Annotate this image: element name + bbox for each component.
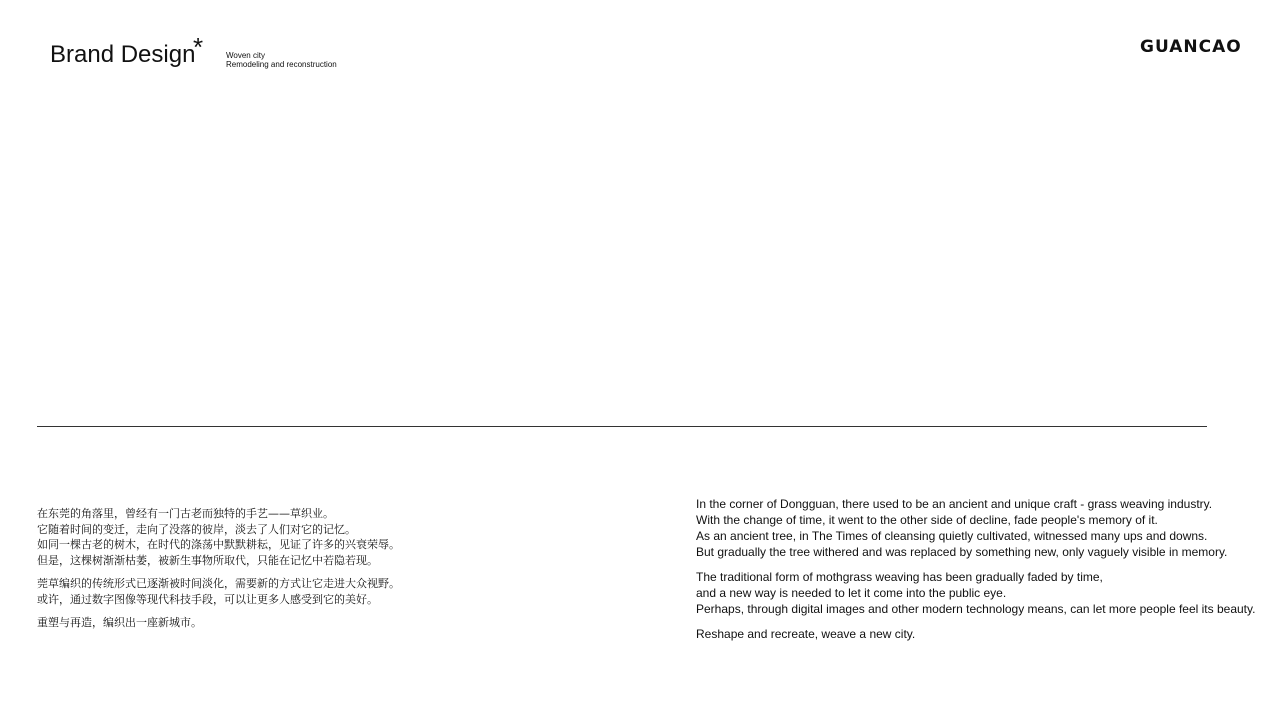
english-paragraph-1	[696, 496, 1256, 560]
horizontal-divider	[37, 426, 1207, 427]
text-line: 莞草编织的传统形式已逐渐被时间淡化，需要新的方式让它走进大众视野。	[37, 577, 400, 590]
text-line: 它随着时间的变迁，走向了没落的彼岸，淡去了人们对它的记忆。	[37, 522, 356, 536]
guancao-logo: GUANCAO	[1140, 37, 1242, 57]
page-title	[50, 32, 204, 70]
chinese-text-block	[37, 506, 457, 639]
chinese-paragraph-2	[37, 576, 457, 607]
text-line: In the corner of Dongguan, there used to be an ancient and unique craft - grass weaving industry.	[696, 497, 1213, 511]
subtitle	[226, 52, 337, 69]
text-line: 但是，这棵树渐渐枯萎，被新生事物所取代，只能在记忆中若隐若现。	[37, 553, 378, 567]
chinese-paragraph-1	[37, 506, 457, 568]
text-line: 重塑与再造，编织出一座新城市。	[37, 616, 202, 629]
text-line: As an ancient tree, in The Times of cleansing quietly cultivated, witnessed many ups and downs.	[696, 529, 1208, 543]
english-paragraph-3	[696, 626, 1256, 642]
english-paragraph-2	[696, 569, 1256, 617]
text-line: 在东莞的角落里，曾经有一门古老而独特的手艺——草织业。	[37, 507, 334, 520]
text-line: With the change of time, it went to the other side of decline, fade people's memory of it.	[696, 513, 1158, 527]
text-line: 如同一棵古老的树木，在时代的涤荡中默默耕耘，见证了许多的兴衰荣辱。	[37, 538, 400, 551]
asterisk-icon: *	[193, 32, 204, 62]
english-text-block	[696, 496, 1256, 651]
text-line: The traditional form of mothgrass weaving has been gradually faded by time,	[696, 570, 1103, 584]
brand-design-title: Brand Design	[50, 41, 196, 68]
chinese-paragraph-3	[37, 615, 457, 631]
text-line: 或许，通过数字图像等现代科技手段，可以让更多人感受到它的美好。	[37, 592, 378, 606]
text-line: Perhaps, through digital images and other modern technology means, can let more people feel its beauty.	[696, 602, 1256, 616]
text-line: and a new way is needed to let it come into the public eye.	[696, 586, 1007, 600]
text-line: But gradually the tree withered and was replaced by something new, only vaguely visible in memory.	[696, 545, 1228, 559]
text-line: Reshape and recreate, weave a new city.	[696, 627, 916, 641]
subtitle-line-2: Remodeling and reconstruction	[226, 59, 337, 69]
subtitle-line-1: Woven city	[226, 51, 265, 60]
